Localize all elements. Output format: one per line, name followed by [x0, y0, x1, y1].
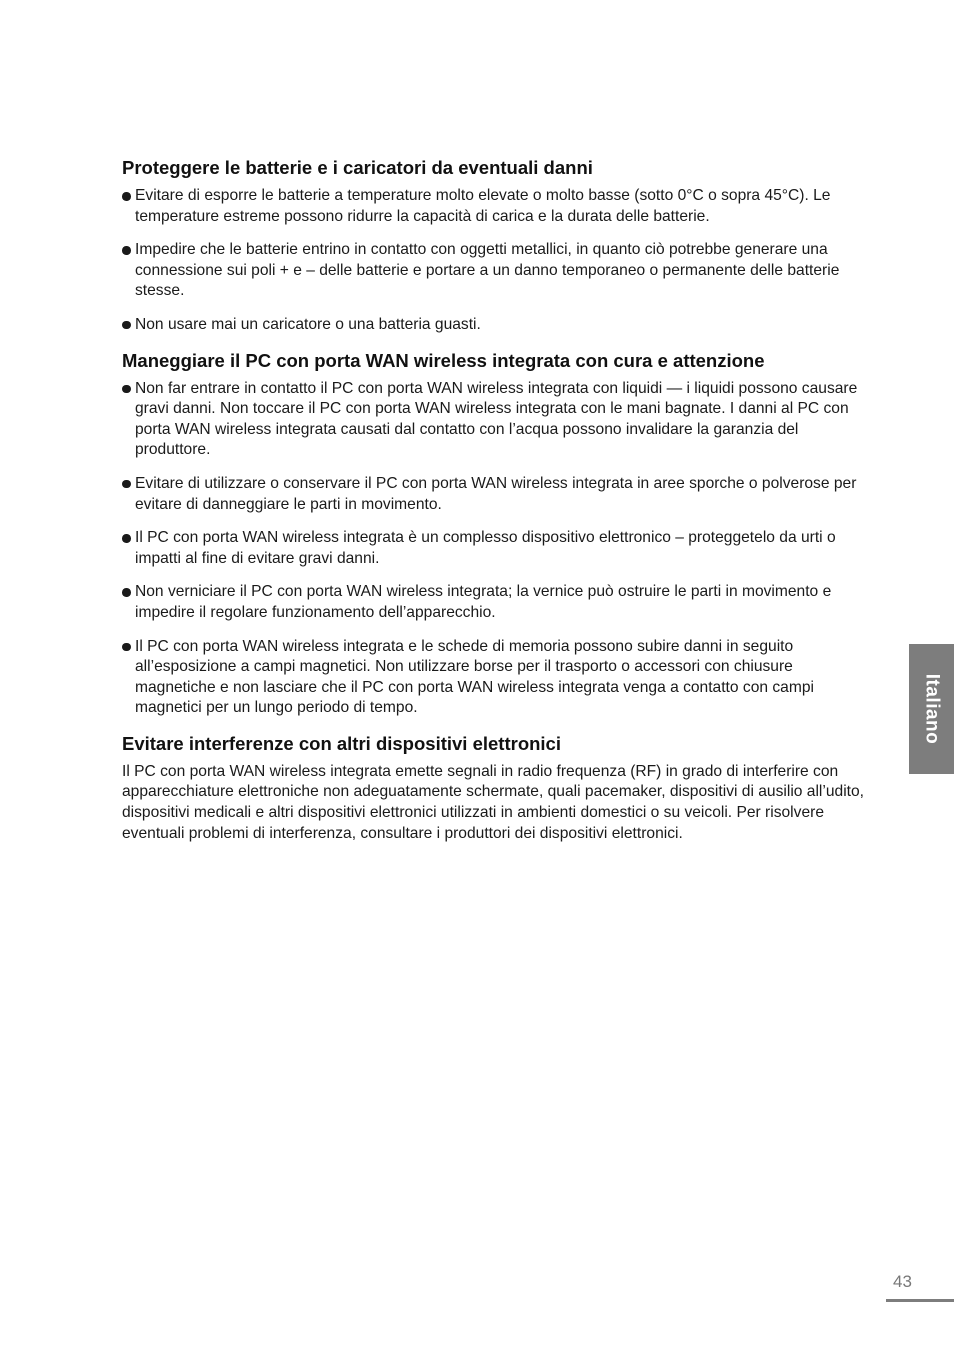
list-item-text: Evitare di esporre le batterie a temperature molto elevate o molto basse (sotto 0°C o sopra 45°C). Le temperature estreme possono ridurre la capacità di carica e la durata delle batterie.: [135, 187, 831, 225]
bullet-icon: [122, 588, 131, 597]
list-item: [122, 379, 874, 461]
bullet-icon: [122, 192, 131, 201]
bullet-icon: [122, 534, 131, 543]
list-item-text: Il PC con porta WAN wireless integrata e le schede di memoria possono subire danni in seguito all’esposizione a campi magnetici. Non utilizzare borse per il trasporto o accessori con chiusure magnetiche e non lasciare che il PC con porta WAN wireless integrata venga a contatto con campi magnetici per un lungo periodo di tempo.: [135, 637, 814, 717]
list-item: [122, 240, 874, 302]
section-title: Evitare interferenze con altri dispositivi elettronici: [122, 732, 561, 754]
bullet-list: [122, 379, 874, 719]
section-battery-protection: [122, 156, 874, 336]
list-item: [122, 582, 874, 623]
list-item: [122, 474, 874, 515]
page-number: 43: [893, 1272, 912, 1291]
list-item-text: Il PC con porta WAN wireless integrata è un complesso dispositivo elettronico – proteggetelo da urti o impatti al fine di evitare gravi danni.: [135, 529, 836, 567]
list-item-text: Impedire che le batterie entrino in contatto con oggetti metallici, in quanto ciò potrebbe generare una connessione sui poli + e – delle batterie e portare a un danno temporaneo o permanente delle batterie stesse.: [135, 241, 840, 300]
list-item: [122, 528, 874, 569]
section-title: Proteggere le batterie e i caricatori da eventuali danni: [122, 157, 593, 178]
page-number-rule: [886, 1299, 954, 1302]
list-item-text: Evitare di utilizzare o conservare il PC con porta WAN wireless integrata in aree sporche o polverose per evitare di danneggiare le parti in movimento.: [135, 474, 857, 513]
list-item: [122, 315, 874, 336]
language-tab-label: Italiano: [921, 673, 943, 745]
list-item: [122, 186, 874, 227]
list-item-text: Non usare mai un caricatore o una batteria guasti.: [135, 315, 481, 333]
list-item-text: Non far entrare in contatto il PC con porta WAN wireless integrata con liquidi — i liquidi possono causare gravi danni. Non toccare il PC con porta WAN wireless integrata con le mani bagnate. I danni al PC con porta WAN wireless integrata causati dal contatto con l’acqua possono invalidare la garanzia del produttore.: [135, 379, 858, 459]
bullet-icon: [122, 385, 131, 394]
bullet-icon: [122, 246, 131, 255]
section-interference: [122, 732, 874, 844]
section-handle-with-care: [122, 349, 874, 719]
paragraph: Il PC con porta WAN wireless integrata emette segnali in radio frequenza (RF) in grado di interferire con apparecchiature elettroniche non adeguatamente schermate, quali pacemaker, dispositivi di ausilio all’udito, dispositivi medicali e altri dispositivi elettronici utilizzati in ambienti domestici o su veicoli. Per risolvere eventuali problemi di interferenza, consultare i produttori dei dispositivi elettronici.: [122, 762, 865, 842]
bullet-icon: [122, 480, 131, 489]
bullet-icon: [122, 643, 131, 652]
section-title: Maneggiare il PC con porta WAN wireless integrata con cura e attenzione: [122, 349, 765, 371]
bullet-list: [122, 186, 874, 336]
list-item-text: Non verniciare il PC con porta WAN wireless integrata; la vernice può ostruire le parti in movimento e impedire il regolare funzionamento dell’apparecchio.: [135, 583, 832, 621]
bullet-icon: [122, 321, 131, 330]
page-content: [122, 156, 874, 850]
list-item: [122, 637, 874, 719]
language-tab: [909, 644, 954, 774]
